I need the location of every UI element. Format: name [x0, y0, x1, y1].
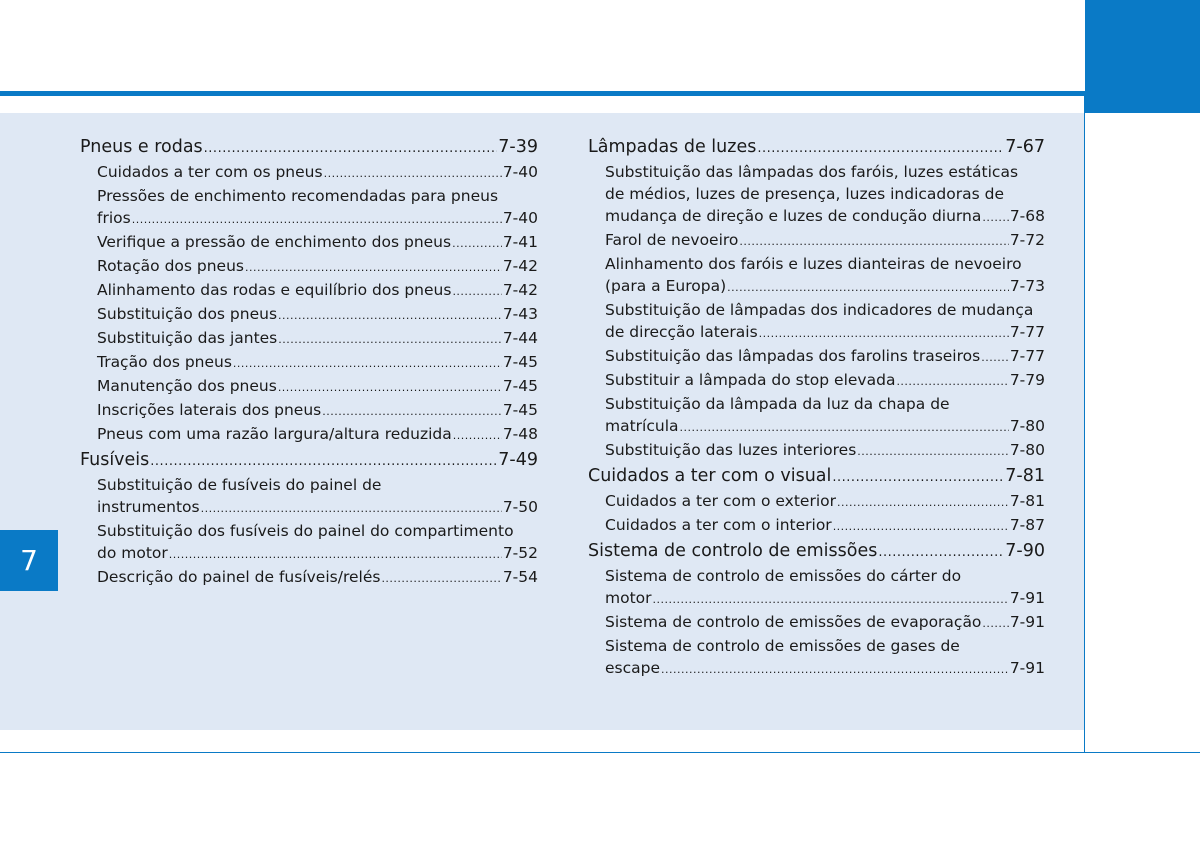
dot-leader	[278, 329, 502, 351]
dot-leader	[278, 377, 502, 399]
toc-entry-label: Farol de nevoeiro	[605, 231, 739, 249]
toc-page-number: 7-44	[502, 329, 538, 347]
toc-sub-entry[interactable]	[80, 351, 538, 375]
dot-leader	[132, 209, 502, 231]
toc-entry-text: Substituição de fusíveis do painel de	[97, 476, 382, 494]
dot-leader	[982, 613, 1008, 635]
toc-entry-label: escape	[605, 659, 661, 677]
toc-page-number: 7-49	[498, 450, 538, 470]
toc-sub-entry[interactable]	[80, 279, 538, 303]
toc-entry-label: Sistema de controlo de emissões de evaporação	[605, 613, 982, 631]
toc-page-number: 7-73	[1009, 277, 1045, 295]
toc-sub-entry[interactable]	[80, 161, 538, 185]
toc-entry-label: instrumentos	[97, 498, 200, 516]
dot-leader	[381, 568, 501, 590]
toc-entry-text: Substituição de lâmpadas dos indicadores de mudança	[605, 301, 1034, 319]
toc-page-number: 7-45	[502, 377, 538, 395]
toc-entry-label: Substituição dos pneus	[97, 305, 278, 323]
dot-leader	[837, 492, 1009, 514]
dot-leader	[727, 277, 1009, 299]
toc-entry-label: Cuidados a ter com o visual	[588, 466, 832, 486]
toc-page-number: 7-72	[1009, 231, 1045, 249]
dot-leader	[653, 589, 1009, 611]
toc-sub-entry[interactable]	[588, 369, 1045, 393]
dot-leader	[661, 659, 1009, 681]
toc-sub-entry[interactable]	[588, 415, 1045, 439]
toc-entry-label: Cuidados a ter com os pneus	[97, 163, 323, 181]
corner-tab	[1085, 0, 1200, 113]
toc-sub-entry[interactable]	[588, 657, 1045, 681]
toc-page-number: 7-80	[1009, 441, 1045, 459]
toc-sub-entry[interactable]	[80, 399, 538, 423]
toc-page-number: 7-40	[502, 209, 538, 227]
margin-divider	[1084, 96, 1085, 753]
toc-page-number: 7-67	[1005, 137, 1045, 157]
toc-sub-entry[interactable]	[588, 611, 1045, 635]
toc-page-number: 7-42	[502, 281, 538, 299]
toc-sub-entry[interactable]	[588, 490, 1045, 514]
toc-entry-label: Substituir a lâmpada do stop elevada	[605, 371, 896, 389]
toc-page-number: 7-80	[1009, 417, 1045, 435]
toc-entry-label: (para a Europa)	[605, 277, 727, 295]
dot-leader	[833, 516, 1009, 538]
dot-leader	[757, 136, 1004, 161]
toc-sub-entry[interactable]	[588, 345, 1045, 369]
toc-page-number: 7-81	[1005, 466, 1045, 486]
toc-entry-label: Substituição das lâmpadas dos farolins traseiros	[605, 347, 981, 365]
toc-page-number: 7-45	[502, 401, 538, 419]
dot-leader	[857, 441, 1009, 463]
toc-page-number: 7-52	[502, 544, 538, 562]
toc-entry-label: de direcção laterais	[605, 323, 758, 341]
footer-rule	[0, 752, 1200, 753]
toc-entry-label: Fusíveis	[80, 450, 150, 470]
toc-sub-entry[interactable]	[588, 587, 1045, 611]
dot-leader	[982, 207, 1008, 229]
toc-entry-label: Manutenção dos pneus	[97, 377, 277, 395]
toc-entry-label: do motor	[97, 544, 168, 562]
toc-page-number: 7-87	[1009, 516, 1045, 534]
toc-sub-entry[interactable]	[588, 514, 1045, 538]
toc-entry-label: motor	[605, 589, 652, 607]
toc-entry-text: Substituição das lâmpadas dos faróis, luzes estáticas	[605, 163, 1019, 181]
toc-entry-label: mudança de direção e luzes de condução diurna	[605, 207, 982, 225]
dot-leader	[245, 257, 502, 279]
toc-page-number: 7-41	[502, 233, 538, 251]
toc-entry-label: Pneus e rodas	[80, 137, 203, 157]
toc-entry-text: Substituição da lâmpada da luz da chapa de	[605, 395, 950, 413]
margin-strip	[1085, 113, 1200, 753]
toc-entry-text: Sistema de controlo de emissões de gases de	[605, 637, 960, 655]
toc-sub-entry[interactable]	[80, 423, 538, 447]
toc-page-number: 7-91	[1009, 589, 1045, 607]
toc-sub-entry[interactable]	[80, 303, 538, 327]
toc-sub-entry[interactable]	[80, 375, 538, 399]
toc-page-number: 7-91	[1009, 613, 1045, 631]
dot-leader	[150, 449, 497, 474]
toc-sub-entry[interactable]	[588, 229, 1045, 253]
toc-entry-text: de médios, luzes de presença, luzes indicadoras de	[605, 185, 1004, 203]
toc-entry-text: Substituição dos fusíveis do painel do compartimento	[97, 522, 514, 540]
toc-page-number: 7-42	[502, 257, 538, 275]
dot-leader	[739, 231, 1008, 253]
toc-entry-label: Sistema de controlo de emissões	[588, 541, 878, 561]
toc-page-number: 7-40	[502, 163, 538, 181]
toc-section-entry[interactable]	[588, 539, 1045, 565]
toc-section-entry[interactable]	[80, 135, 538, 161]
toc-sub-entry[interactable]	[80, 496, 538, 520]
toc-entry-label: Substituição das jantes	[97, 329, 278, 347]
toc-entry-label: Substituição das luzes interiores	[605, 441, 857, 459]
toc-page-number: 7-48	[502, 425, 538, 443]
dot-leader	[452, 281, 501, 303]
dot-leader	[680, 417, 1009, 439]
toc-entry-label: Descrição do painel de fusíveis/relés	[97, 568, 381, 586]
toc-entry-label: Alinhamento das rodas e equilíbrio dos pneus	[97, 281, 452, 299]
toc-entry-label: Rotação dos pneus	[97, 257, 244, 275]
toc-page-number: 7-90	[1005, 541, 1045, 561]
dot-leader	[169, 544, 502, 566]
dot-leader	[759, 323, 1009, 345]
toc-entry-text: Pressões de enchimento recomendadas para pneus	[97, 187, 499, 205]
toc-entry-label: Lâmpadas de luzes	[588, 137, 757, 157]
toc-entry-label: matrícula	[605, 417, 679, 435]
dot-leader	[204, 136, 498, 161]
toc-sub-entry[interactable]	[80, 327, 538, 351]
toc-page-number: 7-91	[1009, 659, 1045, 677]
toc-page-number: 7-45	[502, 353, 538, 371]
toc-sub-entry[interactable]	[80, 566, 538, 590]
dot-leader	[324, 163, 502, 185]
toc-entry-text: Alinhamento dos faróis e luzes dianteiras de nevoeiro	[605, 255, 1022, 273]
toc-entry-label: Cuidados a ter com o exterior	[605, 492, 836, 510]
toc-entry-label: Inscrições laterais dos pneus	[97, 401, 322, 419]
toc-sub-entry[interactable]	[80, 207, 538, 231]
toc-page-number: 7-39	[498, 137, 538, 157]
dot-leader	[233, 353, 502, 375]
toc-page-number: 7-77	[1009, 347, 1045, 365]
toc-entry-label: Verifique a pressão de enchimento dos pneus	[97, 233, 452, 251]
toc-entry-label: Cuidados a ter com o interior	[605, 516, 832, 534]
dot-leader	[452, 233, 502, 255]
toc-entry-label: Tração dos pneus	[97, 353, 232, 371]
dot-leader	[981, 347, 1009, 369]
dot-leader	[896, 371, 1008, 393]
toc-page-number: 7-43	[502, 305, 538, 323]
toc-sub-entry[interactable]	[588, 275, 1045, 299]
toc-section-entry[interactable]	[588, 464, 1045, 490]
toc-entry-label: Pneus com uma razão largura/altura reduzida	[97, 425, 452, 443]
toc-entry-text: Sistema de controlo de emissões do cárter do	[605, 567, 962, 585]
dot-leader	[201, 498, 502, 520]
toc-page-number: 7-54	[502, 568, 538, 586]
toc-sub-entry[interactable]	[80, 231, 538, 255]
toc-sub-entry[interactable]	[80, 542, 538, 566]
toc-section-entry[interactable]	[588, 135, 1045, 161]
chapter-tab: 7	[0, 530, 58, 591]
toc-sub-entry[interactable]	[588, 439, 1045, 463]
toc-sub-entry[interactable]	[588, 321, 1045, 345]
dot-leader	[878, 540, 1004, 565]
toc-page-number: 7-68	[1009, 207, 1045, 225]
dot-leader	[322, 401, 502, 423]
header-rule	[0, 91, 1085, 96]
toc-entry-label: frios	[97, 209, 131, 227]
toc-sub-entry[interactable]	[80, 255, 538, 279]
toc-page-number: 7-50	[502, 498, 538, 516]
dot-leader	[453, 425, 502, 447]
dot-leader	[278, 305, 502, 327]
toc-page-number: 7-81	[1009, 492, 1045, 510]
toc-right-column	[588, 134, 1045, 681]
toc-sub-entry[interactable]	[588, 205, 1045, 229]
toc-left-column	[80, 134, 538, 590]
toc-page-number: 7-77	[1009, 323, 1045, 341]
dot-leader	[832, 465, 1004, 490]
toc-page-number: 7-79	[1009, 371, 1045, 389]
toc-section-entry[interactable]	[80, 448, 538, 474]
